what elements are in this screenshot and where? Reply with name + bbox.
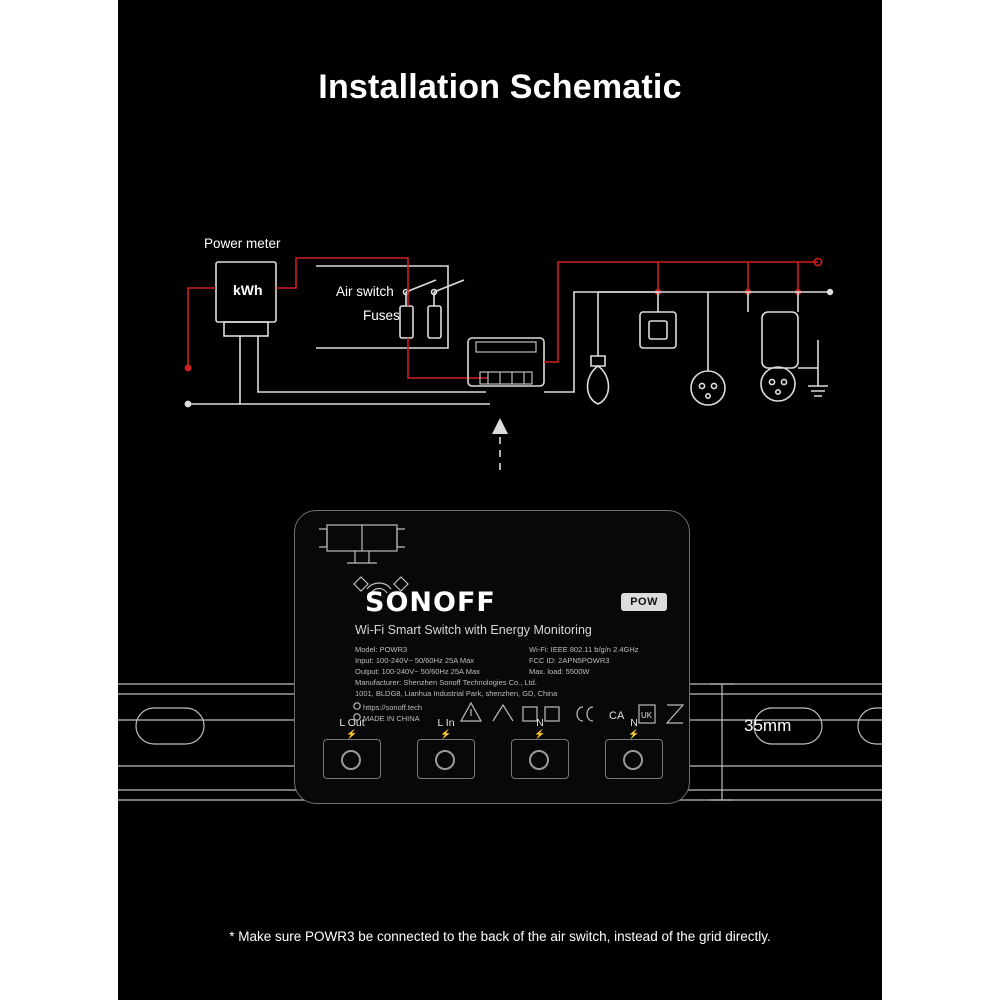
terminal-label-l-out: L Out <box>339 717 365 729</box>
spec-input: Input: 100-240V~ 50/60Hz 25A Max <box>355 656 475 665</box>
spec-output: Output: 100-240V~ 50/60Hz 25A Max <box>355 667 480 676</box>
terminal-symbol-n-2: ⚡ <box>628 729 640 739</box>
terminal-n-1[interactable] <box>511 739 569 779</box>
pow-badge: POW <box>621 593 667 611</box>
spec-fcc-id: FCC ID: 2APN5POWR3 <box>529 656 610 665</box>
brand-logo: SONOFF <box>365 587 496 618</box>
label-kwh: kWh <box>233 282 263 298</box>
powr3-device <box>294 510 690 804</box>
schematic-panel <box>118 0 882 1000</box>
terminal-symbol-n-1: ⚡ <box>534 729 546 739</box>
spec-website: https://sonoff.tech <box>363 703 423 712</box>
spec-model: Model: POWR3 <box>355 645 408 654</box>
page-title: Installation Schematic <box>318 68 682 106</box>
terminal-l-in[interactable] <box>417 739 475 779</box>
terminal-label-l-in: L In <box>437 717 455 729</box>
terminal-symbol-l-out: ⚡ <box>346 729 358 739</box>
terminal-hole-icon <box>341 750 361 770</box>
terminal-hole-icon <box>435 750 455 770</box>
svg-text:CA: CA <box>609 710 625 722</box>
label-fuses: Fuses <box>363 308 400 323</box>
terminal-n-2[interactable] <box>605 739 663 779</box>
label-rail-width: 35mm <box>744 716 792 735</box>
terminal-label-n-1: N <box>536 717 544 729</box>
footnote: * Make sure POWR3 be connected to the back of the air switch, instead of the grid directly. <box>229 929 771 944</box>
spec-address: 1001, BLDG8, Lianhua Industrial Park, shenzhen, GD, China <box>355 689 558 698</box>
wiring-diagram <box>118 0 882 470</box>
spec-origin: MADE IN CHINA <box>363 714 420 723</box>
device-tagline: Wi-Fi Smart Switch with Energy Monitoring <box>355 623 592 637</box>
svg-text:UK: UK <box>641 711 653 720</box>
terminal-hole-icon <box>529 750 549 770</box>
terminal-label-n-2: N <box>630 717 638 729</box>
label-power-meter: Power meter <box>204 236 281 251</box>
terminal-l-out[interactable] <box>323 739 381 779</box>
spec-wifi: Wi-Fi: IEEE 802.11 b/g/n 2.4GHz <box>529 645 639 654</box>
terminal-symbol-l-in: ⚡ <box>440 729 452 739</box>
spec-max-load: Max. load: 5500W <box>529 667 590 676</box>
spec-manufacturer: Manufacturer: Shenzhen Sonoff Technologies Co., Ltd. <box>355 678 537 687</box>
terminal-hole-icon <box>623 750 643 770</box>
label-air-switch: Air switch <box>336 284 394 299</box>
